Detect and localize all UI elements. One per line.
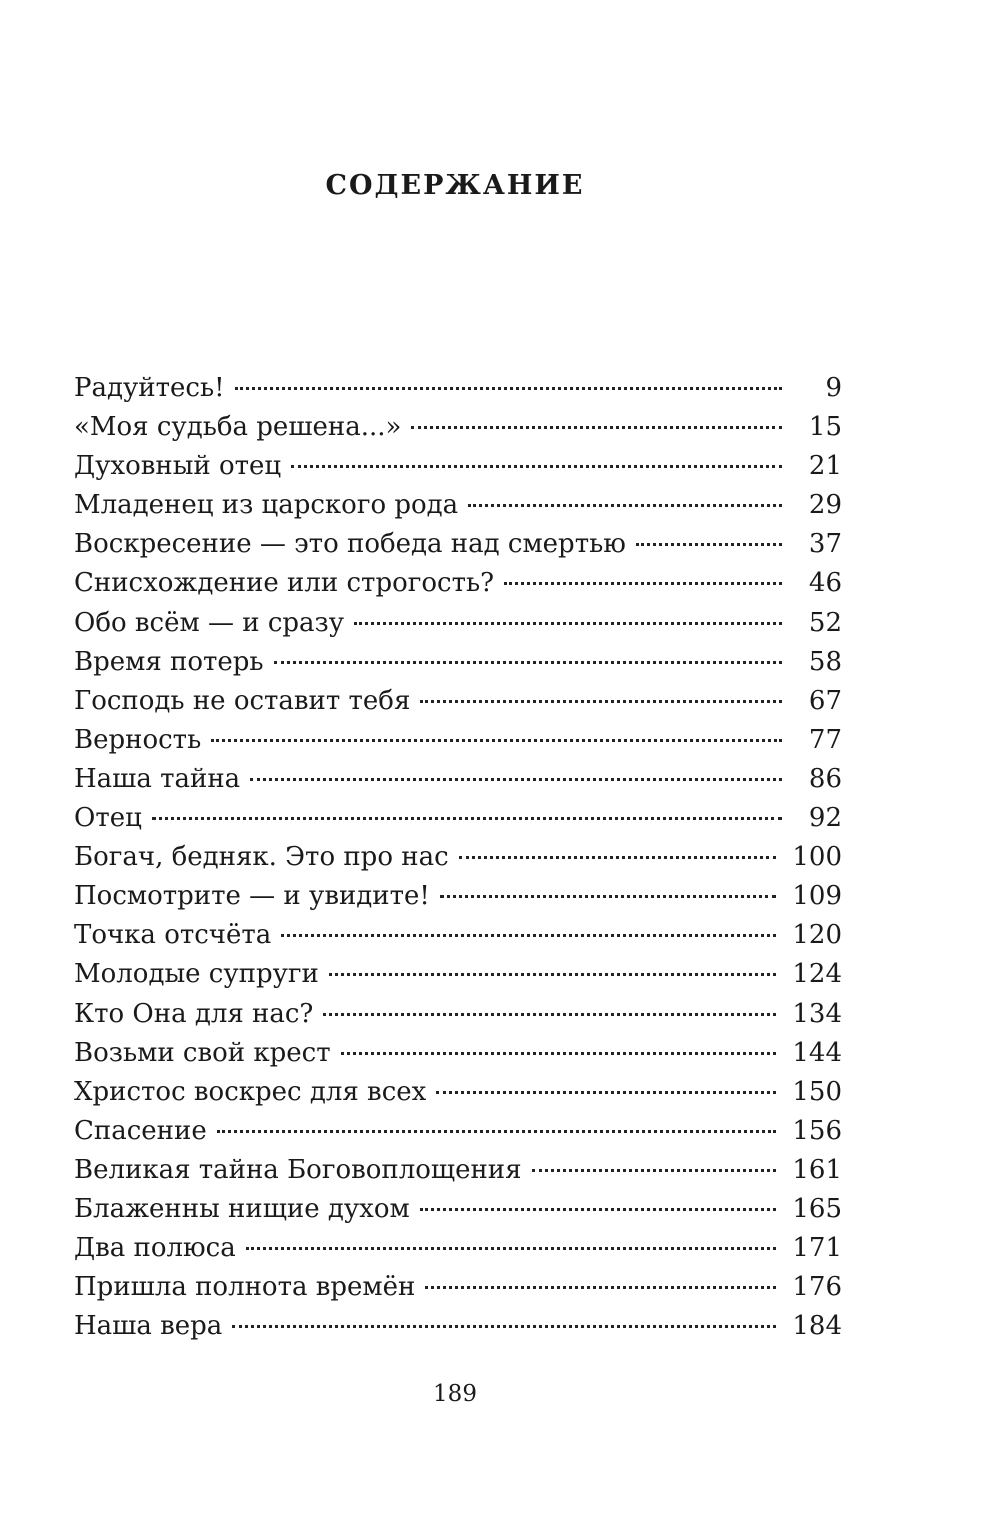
toc-entry-title: «Моя судьба решена...» xyxy=(74,412,402,443)
toc-entry-title: Посмотрите — и увидите! xyxy=(74,881,430,912)
toc-entry-title: Блаженны нищие духом xyxy=(74,1193,410,1224)
dot-leader xyxy=(274,631,782,664)
toc-entry-page: 184 xyxy=(792,1311,842,1342)
toc-entry-page: 67 xyxy=(808,685,842,716)
toc-entry-title: Богач, бедняк. Это про нас xyxy=(74,842,449,873)
toc-entry-page: 9 xyxy=(825,373,842,403)
toc-entry-page: 37 xyxy=(808,529,842,560)
toc-entry-page: 52 xyxy=(808,607,842,638)
dot-leader xyxy=(235,357,782,390)
toc-entry-title: Пришла полнота времён xyxy=(74,1272,416,1303)
toc-entry-title: Младенец из царского рода xyxy=(74,490,459,521)
page-number: 189 xyxy=(433,1381,477,1407)
dot-leader xyxy=(341,1022,777,1055)
toc-entry-page: 21 xyxy=(808,451,842,482)
dot-leader xyxy=(323,983,776,1016)
toc-entry-page: 15 xyxy=(808,412,842,443)
toc-entry-page: 156 xyxy=(792,1115,842,1146)
dot-leader xyxy=(281,904,776,937)
toc-entry-title: Точка отсчёта xyxy=(74,920,272,951)
dot-leader xyxy=(504,552,782,585)
dot-leader xyxy=(420,1178,777,1211)
toc-entry-page: 124 xyxy=(792,959,842,990)
toc-entry xyxy=(74,1301,842,1340)
toc-entry-page: 46 xyxy=(808,568,842,599)
toc-entry-title: Радуйтесь! xyxy=(74,373,225,403)
table-of-contents xyxy=(74,363,842,1340)
toc-entry-page: 100 xyxy=(792,842,842,873)
toc-entry-title: Христос воскрес для всех xyxy=(74,1076,427,1107)
toc-entry-title: Господь не оставит тебя xyxy=(74,685,411,716)
toc-entry-page: 58 xyxy=(808,646,842,677)
dot-leader xyxy=(211,709,782,742)
dot-leader xyxy=(152,787,782,820)
toc-entry-page: 144 xyxy=(792,1037,842,1068)
toc-entry-page: 171 xyxy=(792,1233,842,1264)
dot-leader xyxy=(329,943,776,976)
toc-entry-page: 134 xyxy=(792,998,842,1029)
dot-leader xyxy=(440,865,777,898)
dot-leader xyxy=(425,1256,776,1289)
toc-entry-title: Снисхождение или строгость? xyxy=(74,568,495,599)
toc-entry-title: Наша вера xyxy=(74,1311,223,1342)
toc-entry-page: 77 xyxy=(808,724,842,755)
toc-entry-title: Возьми свой крест xyxy=(74,1037,331,1068)
dot-leader xyxy=(232,1295,776,1328)
dot-leader xyxy=(420,670,782,703)
toc-entry-page: 165 xyxy=(792,1193,842,1224)
toc-entry-title: Отец xyxy=(74,803,142,834)
toc-entry-title: Время потерь xyxy=(74,646,264,677)
dot-leader xyxy=(532,1139,777,1172)
dot-leader xyxy=(217,1100,777,1133)
toc-entry-title: Два полюса xyxy=(74,1233,236,1264)
toc-entry-title: Спасение xyxy=(74,1115,207,1146)
dot-leader xyxy=(411,396,782,429)
dot-leader xyxy=(246,1217,777,1250)
toc-entry-page: 29 xyxy=(808,490,842,521)
toc-entry-title: Верность xyxy=(74,724,202,755)
toc-entry-title: Наша тайна xyxy=(74,763,241,794)
toc-entry-page: 150 xyxy=(792,1076,842,1107)
toc-entry-page: 176 xyxy=(792,1272,842,1303)
toc-entry-title: Кто Она для нас? xyxy=(74,998,314,1029)
toc-entry-page: 120 xyxy=(792,920,842,951)
toc-entry-page: 161 xyxy=(792,1154,842,1185)
dot-leader xyxy=(459,826,777,859)
toc-entry-title: Молодые супруги xyxy=(74,959,319,990)
toc-entry-page: 92 xyxy=(808,803,842,834)
dot-leader xyxy=(354,592,782,625)
toc-entry-title: Воскресение — это победа над смертью xyxy=(74,529,626,560)
dot-leader xyxy=(250,748,782,781)
toc-entry-page: 86 xyxy=(808,763,842,794)
dot-leader xyxy=(291,435,782,468)
toc-entry-page: 109 xyxy=(792,881,842,912)
dot-leader xyxy=(436,1061,776,1094)
dot-leader xyxy=(636,513,782,546)
toc-entry-title: Духовный отец xyxy=(74,451,282,482)
page-title: СОДЕРЖАНИЕ xyxy=(325,170,585,201)
dot-leader xyxy=(468,474,782,507)
toc-entry-title: Обо всём — и сразу xyxy=(74,607,345,638)
toc-entry-title: Великая тайна Боговоплощения xyxy=(74,1154,522,1185)
